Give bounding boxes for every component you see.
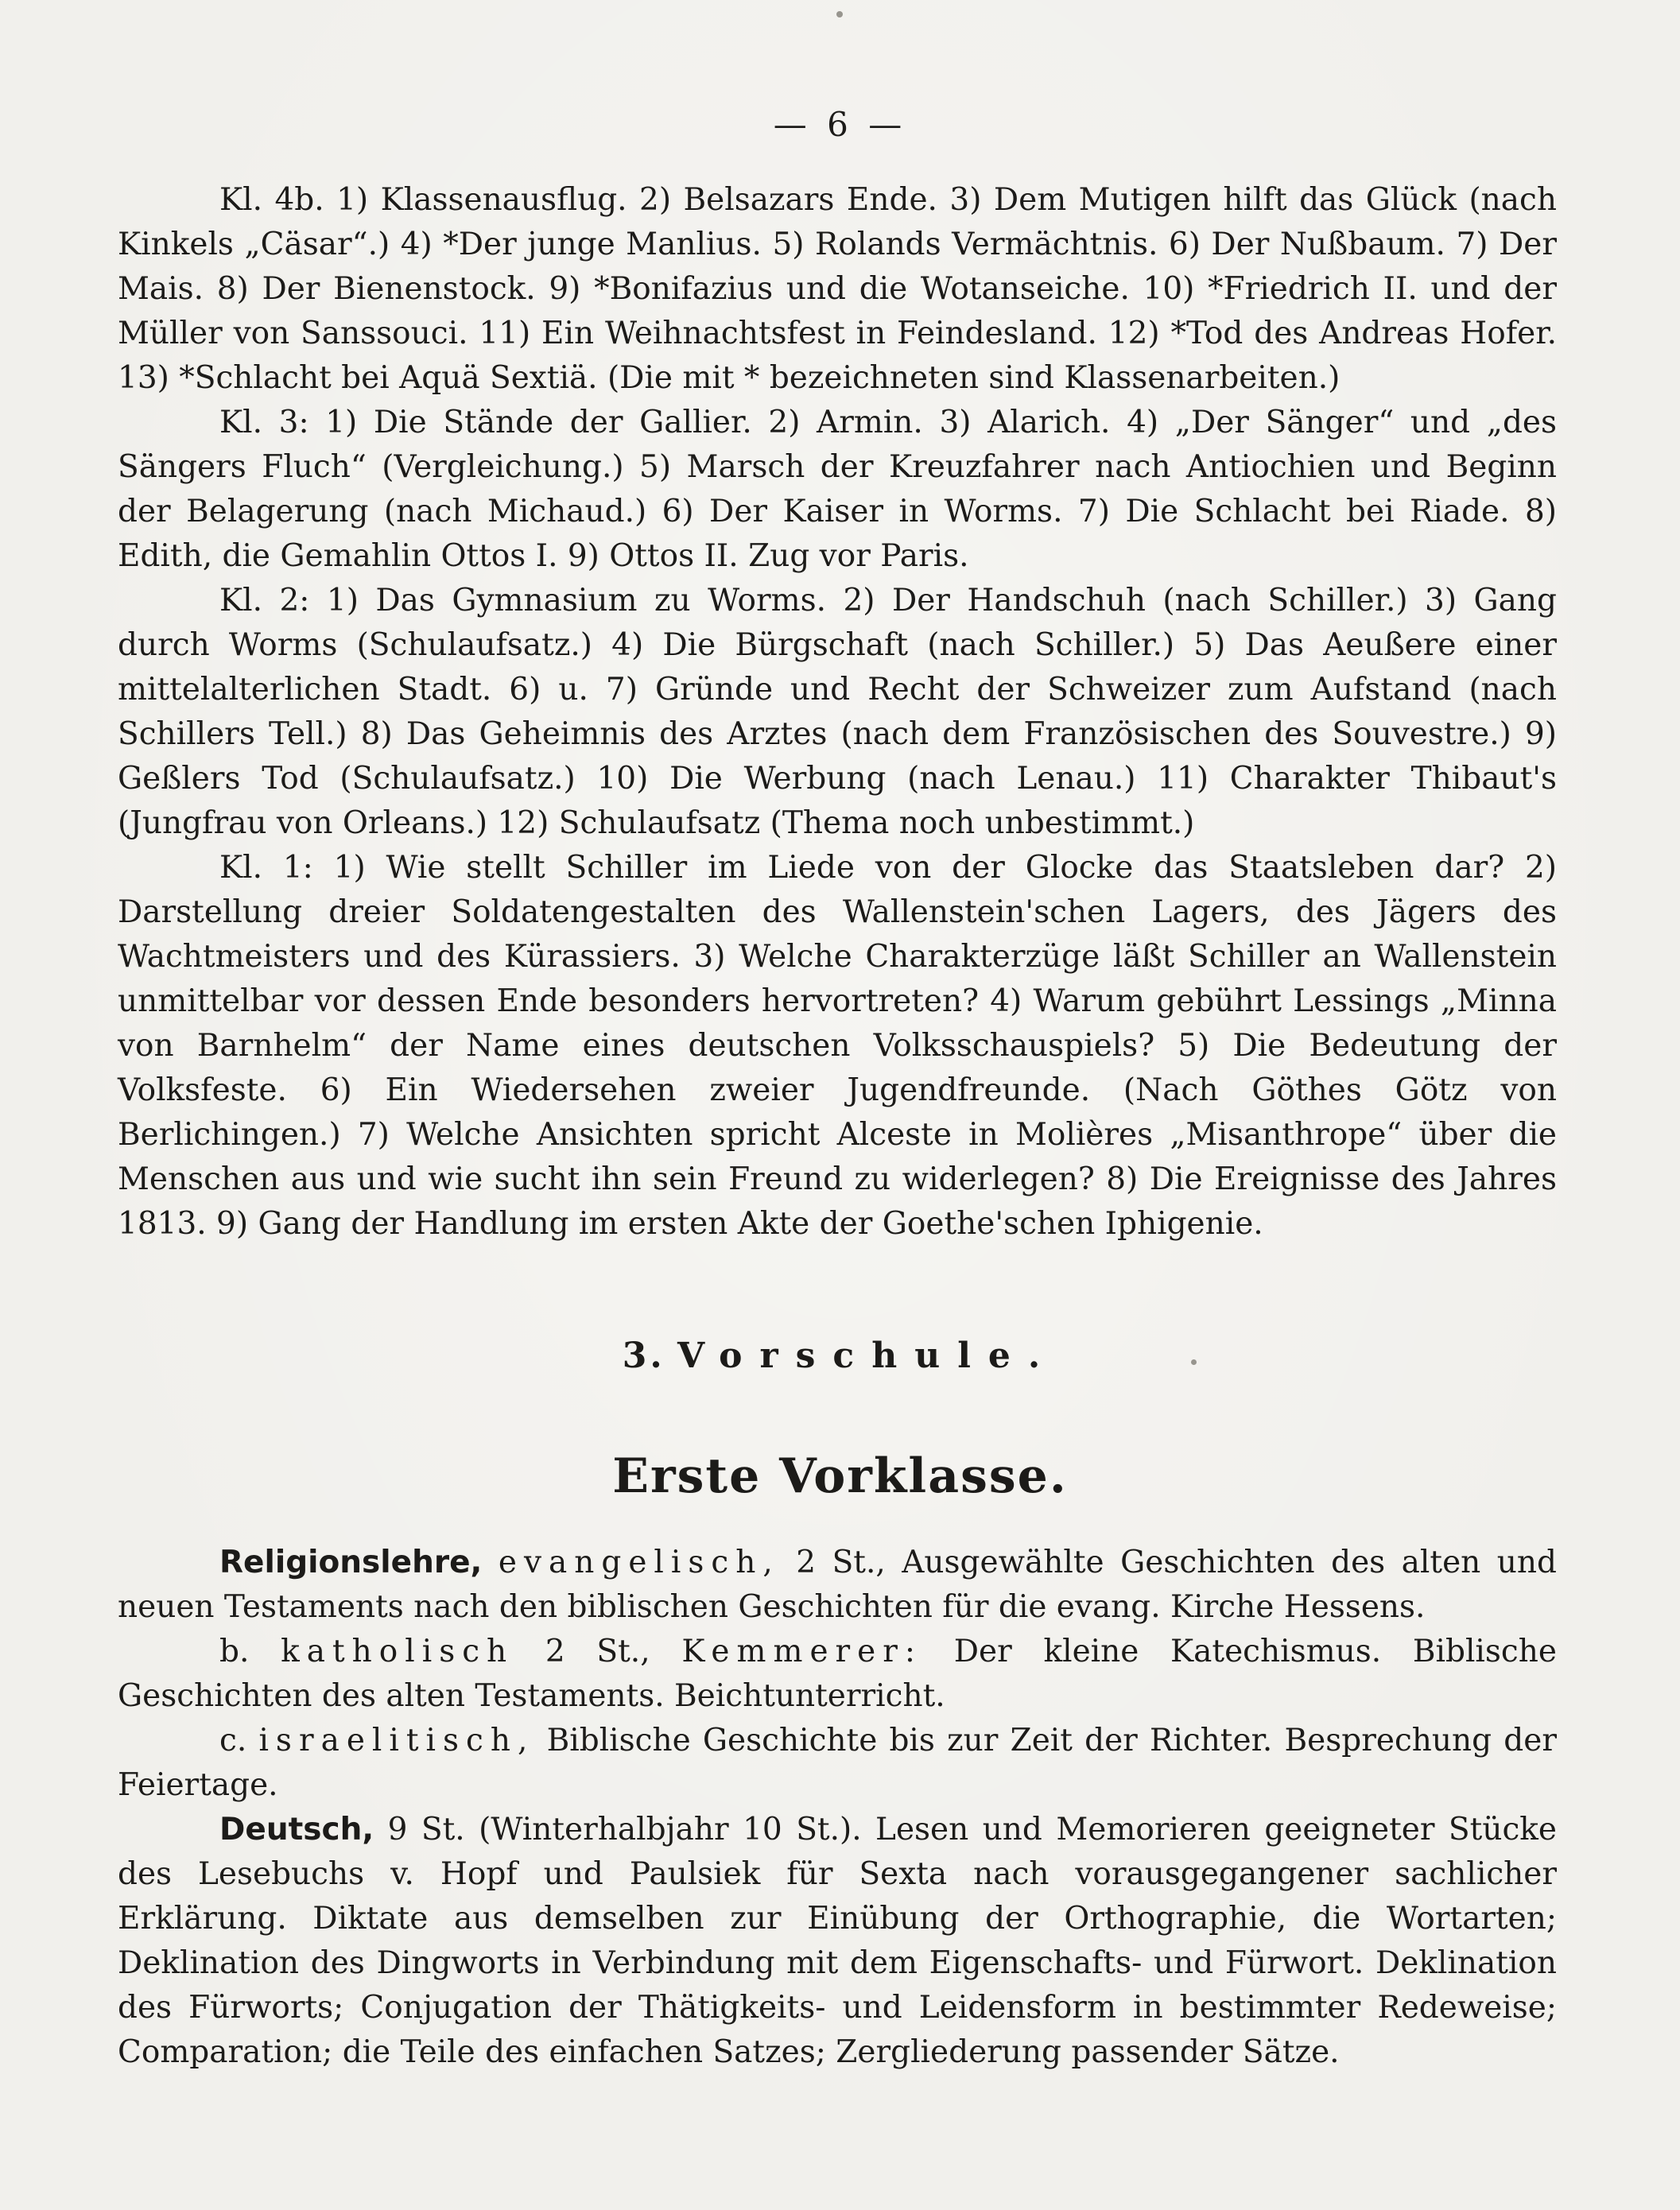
israelitisch-paragraph	[118, 1719, 1557, 1808]
class-label: Kl. 2:	[219, 583, 310, 618]
curriculum-text	[118, 1541, 1557, 2075]
qualifier-katholisch: katholisch	[281, 1634, 514, 1669]
class-paragraph-3	[118, 401, 1557, 579]
ink-speck	[1191, 1359, 1197, 1365]
katholisch-text: Der kleine Katechismus. Biblische Geschichten des alten Testaments. Beichtunterricht.	[118, 1634, 1557, 1714]
item-label: c.	[219, 1723, 247, 1758]
teacher-name: Kemmerer:	[681, 1634, 923, 1669]
class-paragraph-4b	[118, 178, 1557, 401]
katholisch-paragraph	[118, 1630, 1557, 1719]
class-paragraph-1	[118, 846, 1557, 1247]
katholisch-hours: 2 St.,	[545, 1634, 650, 1669]
class-heading: Erste Vorklasse.	[612, 1448, 1068, 1504]
class-label: Kl. 1:	[219, 850, 313, 886]
section-number: 3.	[622, 1336, 665, 1376]
ink-speck	[836, 11, 843, 17]
deutsch-paragraph	[118, 1808, 1557, 2075]
essay-topics-list	[118, 178, 1557, 1247]
section-title: Vorschule.	[677, 1336, 1058, 1376]
class-label: Kl. 4b.	[219, 182, 324, 218]
class-label: Kl. 3:	[219, 405, 309, 440]
religion-paragraph	[118, 1541, 1557, 1630]
section-heading	[0, 1336, 1680, 1376]
subject-religion: Religionslehre,	[219, 1545, 483, 1580]
class-topics: 1) Die Stände der Gallier. 2) Armin. 3) Alarich. 4) „Der Sänger“ und „des Sängers Fluch“ (Vergleichung.) 5) Marsch der Kreuzfahrer nach Antiochien und Beginn der Belagerung (nach Michaud.) 6) Der Kaiser in Worms. 7) Die Schlacht bei Riade. 8) Edith, die Gemahlin Ottos I. 9) Ottos II. Zug vor Paris.	[118, 405, 1558, 574]
class-topics: 1) Wie stellt Schiller im Liede von der Glocke das Staatsleben dar? 2) Darstellung dreier Soldatengestalten des Wallenstein'schen Lagers, des Jägers des Wachtmeisters und des Kürassiers. 3) Welche Charakterzüge läßt Schiller an Wallenstein unmittelbar vor dessen Ende besonders hervortreten? 4) Warum gebührt Lessings „Minna von Barnhelm“ der Name eines deutschen Volksschauspiels? 5) Die Bedeutung der Volksfeste. 6) Ein Wiedersehen zweier Jugendfreunde. (Nach Göthes Götz von Berlichingen.) 7) Welche Ansichten spricht Alceste in Molières „Misanthrope“ über die Menschen aus und wie sucht ihn sein Freund zu widerlegen? 8) Die Ereignisse des Jahres 1813. 9) Gang der Handlung im ersten Akte der Goethe'schen Iphigenie.	[118, 850, 1557, 1242]
religion-text: 2 St., Ausgewählte Geschichten des alten und neuen Testaments nach den biblischen Geschichten für die evang. Kirche Hessens.	[118, 1545, 1557, 1625]
page-number: — 6 —	[773, 105, 907, 144]
deutsch-text: 9 St. (Winterhalbjahr 10 St.). Lesen und Memorieren geeigneter Stücke des Lesebuchs v. Hopf und Paulsiek für Sexta nach vorausgegangener sachlicher Erklärung. Diktate aus demselben zur Einübung der Orthographie, die Wortarten; Deklination des Dingworts in Verbindung mit dem Eigenschafts- und Fürwort. Deklination des Fürworts; Conjugation der Thätigkeits- und Leidensform in bestimmter Redeweise; Comparation; die Teile des einfachen Satzes; Zergliederung passender Sätze.	[118, 1812, 1557, 2070]
item-label: b.	[219, 1634, 250, 1669]
class-paragraph-2	[118, 579, 1557, 846]
qualifier-israelitisch: israelitisch,	[258, 1723, 535, 1758]
class-topics: 1) Klassenausflug. 2) Belsazars Ende. 3) Dem Mutigen hilft das Glück (nach Kinkels „Cäsar“.) 4) *Der junge Manlius. 5) Rolands Vermächtnis. 6) Der Nußbaum. 7) Der Mais. 8) Der Bienenstock. 9) *Bonifazius und die Wotanseiche. 10) *Friedrich II. und der Müller von Sanssouci. 11) Ein Weihnachtsfest in Feindesland. 12) *Tod des Andreas Hofer. 13) *Schlacht bei Aquä Sextiä. (Die mit * bezeichneten sind Klassenarbeiten.)	[118, 182, 1558, 396]
qualifier-evangelisch: evangelisch,	[498, 1545, 780, 1580]
class-topics: 1) Das Gymnasium zu Worms. 2) Der Handschuh (nach Schiller.) 3) Gang durch Worms (Schulaufsatz.) 4) Die Bürgschaft (nach Schiller.) 5) Das Aeußere einer mittelalterlichen Stadt. 6) u. 7) Gründe und Recht der Schweizer zum Aufstand (nach Schillers Tell.) 8) Das Geheimnis des Arztes (nach dem Französischen des Souvestre.) 9) Geßlers Tod (Schulaufsatz.) 10) Die Werbung (nach Lenau.) 11) Charakter Thibaut's (Jungfrau von Orleans.) 12) Schulaufsatz (Thema noch unbestimmt.)	[118, 583, 1557, 841]
israelitisch-text: Biblische Geschichte bis zur Zeit der Richter. Besprechung der Feiertage.	[118, 1723, 1557, 1803]
subject-deutsch: Deutsch,	[219, 1812, 374, 1847]
